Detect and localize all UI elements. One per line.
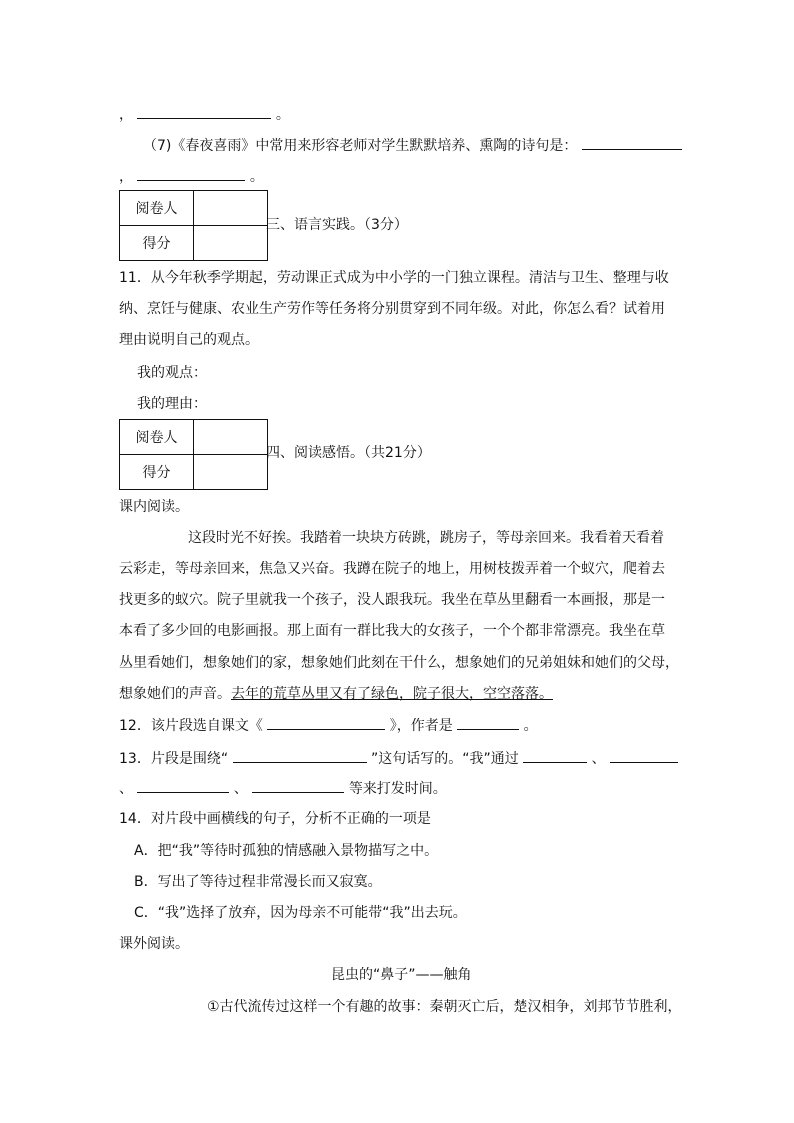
question-12-prefix: 12．该片段选自课文《	[119, 718, 263, 734]
article-title: 昆虫的“鼻子”——触角	[331, 967, 472, 983]
my-view-label: 我的观点：	[137, 365, 207, 381]
score-cell[interactable]	[194, 226, 268, 261]
question-11-line-2: 纳、烹饪与健康、农业生产劳作等任务将分别贯穿到不同年级。对此，你怎么看？试着用	[119, 301, 665, 317]
passage-line: 丛里看她们，想象她们的家，想象她们此刻在干什么，想象她们的兄弟姐妹和她们的父母，	[119, 655, 679, 671]
score-label: 得分	[120, 226, 194, 261]
score-table	[119, 190, 268, 261]
question-7	[143, 135, 682, 156]
punct: 、	[119, 781, 133, 797]
blank-field[interactable]	[137, 778, 229, 793]
passage-text: 想象她们的声音。	[119, 686, 231, 702]
out-class-reading-label: 课外阅读。	[119, 936, 189, 952]
question-12-middle: 》，作者是	[389, 718, 453, 734]
option-b[interactable]: B．写出了等待过程非常漫长而又寂寞。	[134, 874, 382, 890]
punct: 、	[591, 751, 606, 767]
question-13	[119, 748, 678, 769]
question-12	[119, 715, 538, 736]
question-11-line-3: 理由说明自己的观点。	[119, 332, 259, 348]
blank-field[interactable]	[582, 135, 682, 150]
blank-field[interactable]	[137, 104, 271, 119]
question-14-stem: 14．对片段中画横线的句子，分析不正确的一项是	[119, 811, 431, 827]
blank-field[interactable]	[267, 715, 385, 730]
option-c[interactable]: C．“我”选择了放弃，因为母亲不可能带“我”出去玩。	[134, 905, 467, 921]
section-3-title: 三、语言实践。（3分）	[266, 217, 408, 233]
grader-cell[interactable]	[194, 191, 268, 226]
score-label: 得分	[120, 455, 194, 490]
passage-line: 找更多的蚁穴。院子里就我一个孩子，没人跟我玩。我坐在草丛里翻看一本画报，那是一	[119, 592, 665, 608]
blank-field[interactable]	[233, 748, 367, 763]
article-paragraph: ①古代流传过这样一个有趣的故事：秦朝灭亡后，楚汉相争，刘邦节节胜利，	[207, 999, 682, 1015]
grader-label: 阅卷人	[120, 420, 194, 455]
punct: 。	[523, 718, 538, 734]
question-13-prefix: 13．片段是围绕“	[119, 751, 229, 767]
underlined-sentence: 去年的荒草丛里又有了绿色，院子很大，空空落落。	[231, 686, 553, 702]
option-a[interactable]: A．把“我”等待时孤独的情感融入景物描写之中。	[134, 843, 439, 859]
punct: 。	[249, 169, 264, 185]
score-cell[interactable]	[194, 455, 268, 490]
my-reason-label: 我的理由：	[137, 396, 207, 412]
grader-cell[interactable]	[194, 420, 268, 455]
blank-field[interactable]	[610, 748, 678, 763]
punct: 。	[275, 107, 290, 123]
passage-line: 这段时光不好挨。我踏着一块块方砖跳，跳房子，等母亲回来。我看着天看着	[188, 530, 664, 546]
answer-line-1	[119, 104, 290, 125]
question-11-line-1: 11．从今年秋季学期起，劳动课正式成为中小学的一门独立课程。清洁与卫生、整理与收	[119, 270, 669, 286]
section-4-title: 四、阅读感悟。（共21分）	[266, 445, 431, 461]
punct: 、	[233, 781, 248, 797]
passage-line: 本看了多少回的电影画报。那上面有一群比我大的女孩子，一个个都非常漂亮。我坐在草	[119, 623, 665, 639]
punct: ，	[119, 107, 133, 123]
blank-field[interactable]	[457, 715, 519, 730]
grader-label: 阅卷人	[120, 191, 194, 226]
in-class-reading-label: 课内阅读。	[119, 499, 189, 515]
question-13-continued	[119, 778, 447, 799]
passage-line: 云彩走，等母亲回来，焦急又兴奋。我蹲在院子的地上，用树枝拨弄着一个蚁穴，爬着去	[119, 561, 665, 577]
blank-field[interactable]	[252, 778, 344, 793]
question-7-continued	[119, 166, 264, 187]
question-13-middle: ”这句话写的。“我”通过	[370, 751, 519, 767]
blank-field[interactable]	[137, 166, 245, 181]
punct: ，	[119, 169, 133, 185]
question-13-suffix: 等来打发时间。	[348, 781, 447, 797]
passage-line	[119, 684, 553, 704]
question-7-text: （7)《春夜喜雨》中常用来形容老师对学生默默培养、熏陶的诗句是：	[143, 138, 578, 154]
score-table	[119, 419, 268, 490]
blank-field[interactable]	[523, 748, 587, 763]
